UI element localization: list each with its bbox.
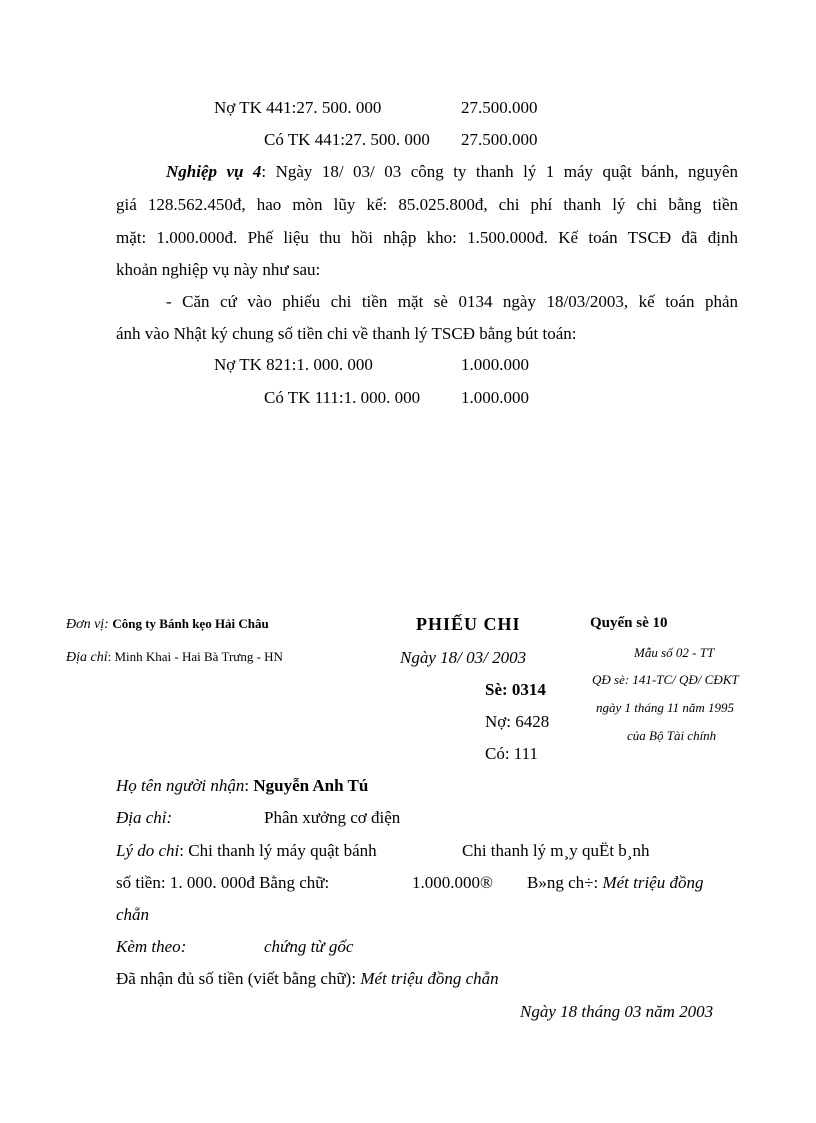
decision-number: QĐ sè: 141-TC/ QĐ/ CĐKT: [592, 672, 739, 687]
address-value: : Minh Khai - Hai Bà Trưng - HN: [107, 649, 283, 664]
transaction-4-line-4: khoản nghiệp vụ này như sau:: [116, 260, 321, 279]
received-label: Đã nhận đủ số tiền (viết bằng chữ):: [116, 969, 357, 988]
bullet-line-1: - Căn cứ vào phiếu chi tiền mặt sè 0134 ngày 18/03/2003, kế toán phản: [166, 292, 738, 311]
voucher-title: PHIẾU CHI: [416, 614, 521, 634]
address-label: Địa chỉ: [66, 650, 108, 665]
debit-entry-441: Nợ TK 441:27. 500. 000: [214, 98, 382, 117]
form-number: Mẫu số 02 - TT: [634, 645, 715, 660]
decision-date: ngày 1 tháng 11 năm 1995: [596, 700, 735, 715]
transaction-4-title: Nghiệp vụ 4: [166, 162, 262, 181]
voucher-debit: Nợ: 6428: [485, 712, 550, 731]
voucher-number: Sè: 0314: [485, 680, 546, 699]
reason-garbled: Chi thanh lý m¸y quËt b¸nh: [462, 841, 650, 860]
footer-date: Ngày 18 tháng 03 năm 2003: [520, 1002, 714, 1021]
voucher-credit: Có: 111: [485, 744, 539, 763]
reason-line: [116, 841, 377, 861]
transaction-4-text: : Ngày 18/ 03/ 03 công ty thanh lý 1 máy quật bánh, nguyên: [261, 162, 738, 181]
ministry: của Bộ Tài chính: [627, 728, 717, 743]
recipient-label: Họ tên người nhận: [116, 776, 245, 795]
attach-label: Kèm theo: [116, 937, 181, 956]
recipient-value: Nguyễn Anh Tú: [253, 776, 369, 795]
credit-entry-441: Có TK 441:27. 500. 000: [264, 130, 430, 149]
credit-amount-441: 27.500.000: [461, 130, 538, 149]
reason-value: : Chi thanh lý máy quật bánh: [179, 841, 377, 860]
address-line: [66, 647, 283, 668]
transaction-4-line-2: giá 128.562.450đ, hao mòn lũy kế: 85.025.800đ, chi phí thanh lý chi bằng tiền: [116, 195, 738, 214]
attach-value: chứng từ gốc: [264, 937, 354, 956]
unit-line: [66, 614, 269, 635]
unit-value: Công ty Bánh kẹo Hải Châu: [112, 616, 269, 631]
debit-amount-441: 27.500.000: [461, 98, 538, 117]
attach-line: [116, 937, 186, 957]
debit-entry-821: Nợ TK 821:1. 000. 000: [214, 355, 373, 374]
credit-amount-111: 1.000.000: [461, 388, 529, 407]
unit-label: Đơn vị:: [66, 617, 109, 632]
recipient-address-label: Địa chỉ:: [116, 808, 173, 827]
reason-label: Lý do chi: [116, 841, 180, 860]
words-value: Mét triệu đồng: [602, 873, 704, 892]
words-garbled: B»ng ch÷:: [527, 873, 599, 892]
debit-amount-821: 1.000.000: [461, 355, 529, 374]
received-value: Mét triệu đồng chẵn: [360, 969, 499, 988]
voucher-date: Ngày 18/ 03/ 2003: [400, 648, 527, 667]
amount-garbled: 1.000.000®: [412, 873, 493, 892]
recipient-address-value: Phân xưởng cơ điện: [264, 808, 401, 827]
bullet-line-2: ánh vào Nhật ký chung số tiền chi về thanh lý TSCĐ bằng bút toán:: [116, 324, 577, 343]
transaction-4-line-3: mặt: 1.000.000đ. Phế liệu thu hồi nhập kho: 1.500.000đ. Kế toán TSCĐ đã định: [116, 228, 738, 247]
book-number: Quyển sè 10: [590, 615, 668, 631]
recipient-line: Họ tên người nhận: Nguyễn Anh Tú: [116, 776, 369, 795]
words-line: [527, 873, 703, 893]
words-value-continued: chẵn: [116, 905, 150, 924]
transaction-4-line-1: [116, 162, 738, 182]
amount-line: số tiền: 1. 000. 000đ Bằng chữ:: [116, 873, 330, 892]
received-line: [116, 969, 499, 989]
attach-colon: :: [180, 937, 187, 956]
credit-entry-111: Có TK 111:1. 000. 000: [264, 388, 421, 407]
